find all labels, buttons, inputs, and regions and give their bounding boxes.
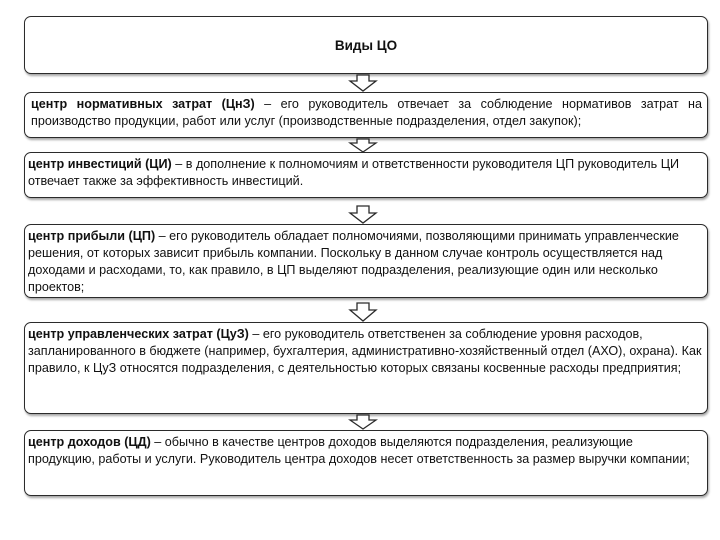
arrow-down-icon (348, 205, 378, 224)
center-box-profit (24, 224, 708, 298)
center-name: центр управленческих затрат (ЦуЗ) (28, 327, 249, 341)
arrow-down-icon (348, 414, 378, 430)
center-box-investments (24, 152, 708, 198)
arrow-down-icon (348, 74, 378, 92)
center-box-normative-costs (24, 92, 708, 138)
center-name: центр инвестиций (ЦИ) (28, 157, 172, 171)
arrow-down-icon (348, 302, 378, 322)
arrow-down-icon (348, 138, 378, 153)
center-description: – в дополнение к полномочиям и ответственности руководителя ЦП руководитель ЦИ отвечает также за эффективность инвестиций. (28, 157, 680, 188)
center-description: – его руководитель ответственен за соблюдение уровня расходов, запланированного в бюджете (например, бухгалтерия, административно-хозяйственный отдел (АХО), охрана). Как правило, к ЦуЗ относятся подразделения, с деятельностью которых связаны косвенные расходы предприятия; (28, 327, 702, 375)
center-name: центр нормативных затрат (ЦнЗ) (31, 97, 255, 111)
title-box (24, 16, 708, 74)
center-name: центр прибыли (ЦП) (28, 229, 156, 243)
center-description: – его руководитель обладает полномочиями, позволяющими принимать управленческие решения, от которых зависит прибыль компании. Поскольку в данном случае контроль осуществляется над доходами и расходами, то, как правило, в ЦП выделяют подразделения, реализующие один или несколько проектов; (28, 229, 679, 294)
center-description: – его руководитель отвечает за соблюдение нормативов затрат на производство продукции, работ или услуг (производственные подразделения, отдел закупок); (31, 97, 702, 128)
diagram-title: Виды ЦО (334, 37, 398, 53)
center-box-revenue (24, 430, 708, 496)
center-box-management-costs (24, 322, 708, 414)
center-description: – обычно в качестве центров доходов выделяются подразделения, реализующие продукцию, работы и услуги. Руководитель центра доходов несет ответственность за размер выручки компании; (28, 435, 690, 466)
center-name: центр доходов (ЦД) (28, 435, 151, 449)
